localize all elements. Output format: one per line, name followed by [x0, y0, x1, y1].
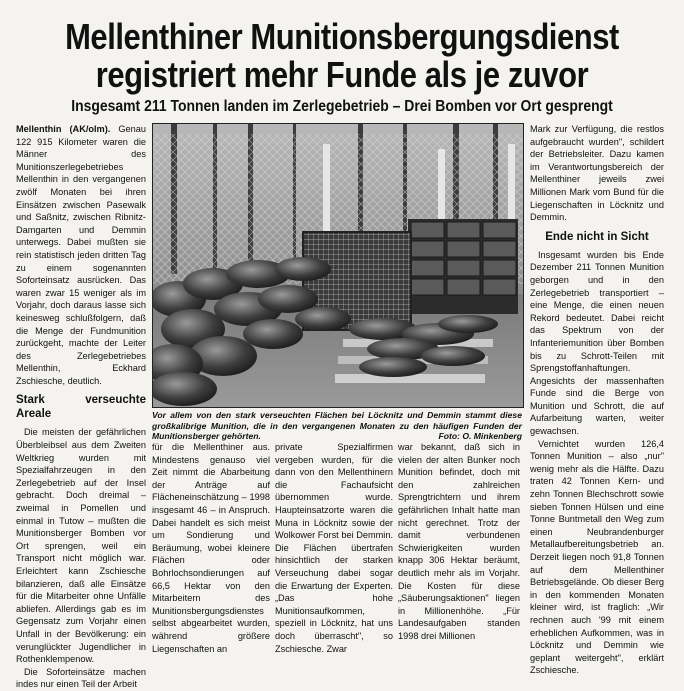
- text-column-1: [16, 123, 146, 691]
- paragraph-weltkrieg: Die meisten der gefährlichen Überbleibsel aus dem Zweiten Weltkrieg wurden mit Spezialfahrzeugen in den Zerlegebetrieb auf der Insel gebracht. Doch dreimal – zweimal in Pomellen und einmal in Tutow – mußten die Munitionsberger Bomben vor Ort sprengen, weil ein Transport nicht möglich war. Erleichtert kann Zschiesche bilanzieren, daß alle Einsätze für die Mitarbeiter ohne Unfälle abliefen. Allerdings gab es im Gegensatz zum Vorjahr einen Unfall in der Bevölkerung: ein verunglückter Jugendlicher in Rothenklempenow.: [16, 427, 146, 665]
- paragraph-finanzierung: Mark zur Verfügung, die restlos aufgebraucht wurden", schildert der Betriebsleiter. Dazu kamen im Verantwortungsbereich der Mellenthiner jeweils zwei Millionen Mark vom Bund für die Liegenschaften in Löcknitz und Demmin.: [530, 124, 664, 223]
- headline-line-1: Mellenthiner Munitionsbergungsdienst: [65, 16, 619, 57]
- intro-text: Genau 122 915 Kilometer waren die Männer des Munitionszerlegebetriebes Mellenthin in den vergangenen zwölf Monaten bei ihren Einsätzen zwischen Pasewalk und Saßnitz, zwischen Ribnitz-Damgarten und Demmin unterwegs. Dabei mußten sie rein statistisch jeden dritten Tag zu einem sogenannten Soforteinsatz ausrücken. Das waren zwar 15 weniger als im Vorjahr, doch daraus lasse sich keinesweg schlußfolgern, daß die Menge der Fundmunition zurückgeht, machte der Leiter des Zerlegebetriebes Mellenthin, Eckhard Zschiesche, deutlich.: [16, 124, 146, 386]
- paragraph-vernichtet: Vernichtet wurden 126,4 Tonnen Munition – also „nur" wenig mehr als die Hälfte. Dazu traten 42 Tonnen Kern- und zehn Tonnen Blechschrott sowie sieben Tonnen Hülsen und eine Tonne Buntmetall den Weg zum einen Neubrandenburger Metallaufbereitungsbetrieb an. Derzeit liegen noch 91,8 Tonnen auf dem Mellenthiner Betriebsgelände. Ob dieser Berg in den kommenden Monaten kleiner wird, ist fraglich: „Wir rechnen auch '99 mit einem erheblichen Aufkommen, was in Löcknitz und Demmin wie geplant weitergeht", erklärt Zschiesche.: [530, 438, 664, 676]
- text-column-4: [398, 441, 520, 643]
- text-column-2: [152, 441, 270, 655]
- paragraph-spezialfirmen: private Spezialfirmen vergeben wurden, für die dann von den Mellenthinern die Fachaufsicht übernommen wurde. Haupteinsatzorte waren die Muna in Löcknitz sowie der Wolkower Forst bei Demmin. Die Flächen übertrafen hinsichtlich der starken Verseuchung dabei sogar die Erwartung der Experten. „Das hohe Munitionsaufkommen, speziell in Löcknitz, hat uns doch überrascht", so Zschiesche. Zwar: [275, 442, 393, 654]
- munition-photo: [152, 123, 524, 408]
- subheading-ende-nicht-in-sicht: Ende nicht in Sicht: [545, 230, 649, 243]
- dateline: Mellenthin (AK/olm).: [16, 124, 111, 134]
- intro-paragraph: [16, 123, 146, 387]
- text-column-5: [530, 123, 664, 677]
- text-column-3: [275, 441, 393, 655]
- paragraph-bunker: war bekannt, daß sich in vielen der alten Bunker noch Munition befindet, doch mit den zahlreichen Sprengtrichtern und ihrem gefährlichen Inhalt hatte man nicht gerechnet. Trotz der damit verbundenen Schwierigkeiten wurden knapp 306 Hektar beräumt, deutlich mehr als im Vorjahr. Die Kosten für diese „Säuberungsaktionen" liegen in Millionenhöhe. „Für Landesaufgaben standen 1998 drei Millionen: [398, 442, 520, 641]
- paragraph-soforteinsaetze: Die Soforteinsätze machen indes nur einen Teil der Arbeit: [16, 666, 146, 690]
- headline-line-2: registriert mehr Funde als je zuvor: [95, 54, 589, 95]
- caption-text: Vor allem von den stark verseuchten Flächen bei Löcknitz und Demmin stammt diese großkalibrige Munition, die in den vergangenen Monaten zu den häufigen Funden der Munitionsberger gehörten.: [152, 410, 522, 442]
- photo-caption: [152, 410, 522, 442]
- headline: [48, 18, 636, 94]
- paragraph-rekord: Insgesamt wurden bis Ende Dezember 211 Tonnen Munition geborgen und in den Zerlegebetrieb transportiert – eine Menge, die einen neuen Rekord bedeutet. Dabei reicht das Spektrum von der Infanteriemunition über Bomben bis zu Schrott-Teilen mit Sprengstoffanhaftungen. Angesichts der massenhaften Funde sind die Berge von Munition und Schrott, die auf Aufarbeitung warten, weiter gewachsen.: [530, 249, 664, 437]
- photo-credit: Foto: O. Minkenberg: [438, 431, 522, 442]
- subheadline: Insgesamt 211 Tonnen landen im Zerlegebetrieb – Drei Bomben vor Ort gesprengt: [71, 98, 613, 115]
- subheading-stark-verseuchte-areale: Stark verseuchte Areale: [16, 394, 146, 421]
- paragraph-antraege: für die Mellenthiner aus. Mindestens genauso viel Zeit nimmt die Abarbeitung der Anträge auf Flächeneinschätzung – 1998 insgesamt 46 – in Anspruch. Dabei handelt es sich meist um Sondierung und Beräumung, wobei kleinere Flächen oder Bohrlochsondierungen auf 66,5 Hektar von den Mitarbeitern des Munitionsbergungsdienstes selbst abgearbeitet wurden, während größere Liegenschaften an: [152, 442, 270, 654]
